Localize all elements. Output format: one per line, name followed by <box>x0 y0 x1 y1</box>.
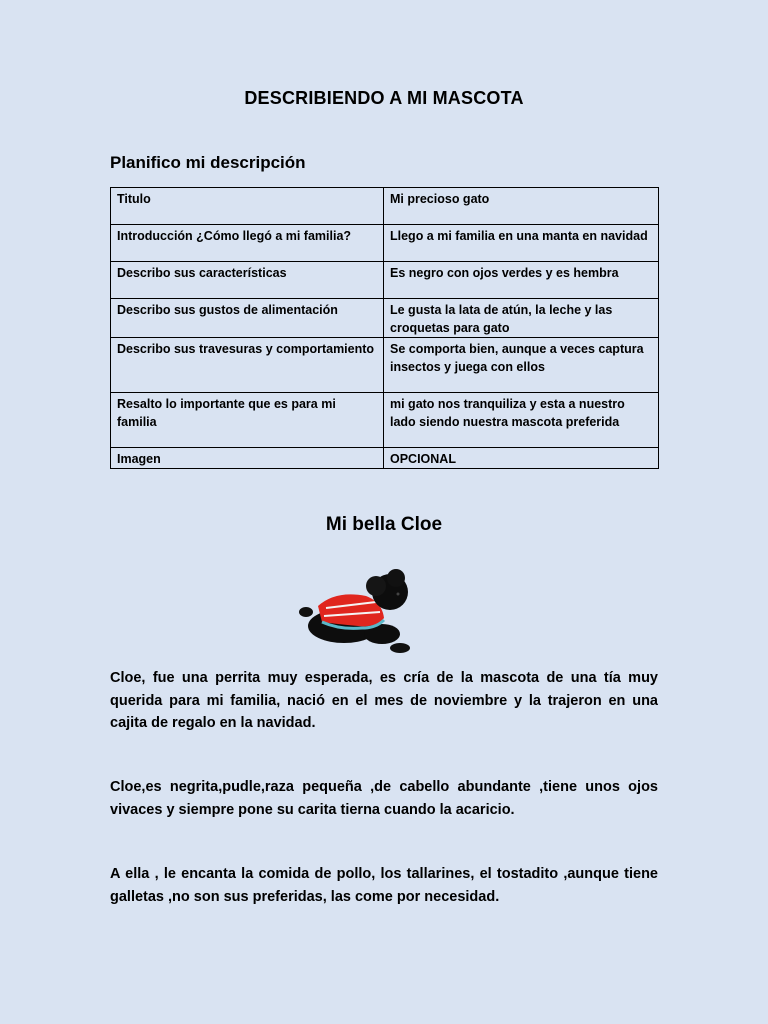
row-label: Describo sus travesuras y comportamiento <box>111 338 384 393</box>
dog-topknot <box>387 569 405 587</box>
row-value: mi gato nos tranquiliza y esta a nuestro lado siendo nuestra mascota preferida <box>384 393 659 448</box>
story-title: Mi bella Cloe <box>325 514 443 535</box>
row-label: Describo sus características <box>111 262 384 299</box>
row-value: Mi precioso gato <box>384 188 659 225</box>
dog-paw <box>390 643 410 653</box>
document-title: DESCRIBIENDO A MI MASCOTA <box>244 88 524 108</box>
dog-ear <box>366 576 386 596</box>
plan-heading: Planifico mi descripción <box>110 153 306 172</box>
table-row <box>111 393 659 448</box>
dog-eye <box>397 593 400 596</box>
table-row <box>111 225 659 262</box>
row-value: OPCIONAL <box>384 448 659 469</box>
dog-photo <box>296 568 416 654</box>
table-row <box>111 338 659 393</box>
table-row <box>111 262 659 299</box>
row-value: Se comporta bien, aunque a veces captura insectos y juega con ellos <box>384 338 659 393</box>
table-row <box>111 299 659 338</box>
row-label: Introducción ¿Cómo llegó a mi familia? <box>111 225 384 262</box>
row-value: Es negro con ojos verdes y es hembra <box>384 262 659 299</box>
table-row <box>111 188 659 225</box>
story-paragraph-3: A ella , le encanta la comida de pollo, los tallarines, el tostadito ,aunque tiene galletas ,no son sus preferidas, las come por necesidad. <box>110 866 658 905</box>
row-value: Le gusta la lata de atún, la leche y las croquetas para gato <box>384 299 659 338</box>
table-row <box>111 448 659 469</box>
row-label: Describo sus gustos de alimentación <box>111 299 384 338</box>
story-paragraph-2: Cloe,es negrita,pudle,raza pequeña ,de cabello abundante ,tiene unos ojos vivaces y siempre pone su carita tierna cuando la acaricio. <box>110 779 658 818</box>
story-paragraph-1: Cloe, fue una perrita muy esperada, es cría de la mascota de una tía muy querida para mi familia, nació en el mes de noviembre y la trajeron en una cajita de regalo en la navidad. <box>110 670 658 731</box>
row-label: Titulo <box>111 188 384 225</box>
plan-table <box>110 187 659 469</box>
row-label: Resalto lo importante que es para mi familia <box>111 393 384 448</box>
dog-tail <box>299 607 313 617</box>
row-value: Llego a mi familia en una manta en navidad <box>384 225 659 262</box>
row-label: Imagen <box>111 448 384 469</box>
